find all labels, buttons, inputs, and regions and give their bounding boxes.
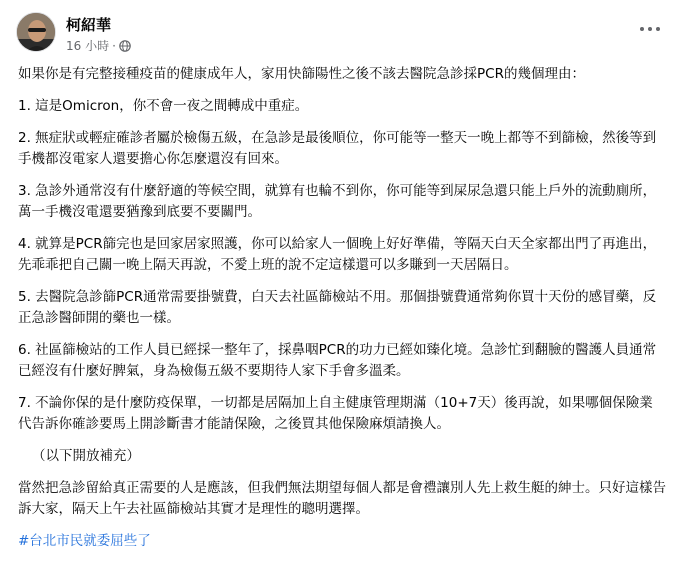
hashtag-line (18, 531, 666, 552)
hashtag-link[interactable]: #台北市民就委屈些了 (18, 533, 151, 549)
post-paragraph: 5. 去醫院急診篩PCR通常需要掛號費，白天去社區篩檢站不用。那個掛號費通常夠你買十天份的感冒藥，反正急診醫師開的藥也一樣。 (18, 289, 657, 326)
post-meta (66, 38, 131, 54)
post-paragraph: 3. 急診外通常沒有什麼舒適的等候空間，就算有也輪不到你，你可能等到屎尿急還只能上戶外的流動廁所，萬一手機沒電還要猶豫到底要不要關門。 (18, 183, 657, 220)
author-name[interactable]: 柯紹華 (66, 16, 112, 34)
globe-icon[interactable] (119, 40, 131, 52)
post-paragraph: 4. 就算是PCR篩完也是回家居家照護，你可以給家人一個晚上好好準備，等隔天白天全家都出門了再進出，先乖乖把自己關一晚上隔天再說，不愛上班的說不定這樣還可以多賺到一天居隔日。 (18, 236, 657, 273)
more-horizontal-icon (640, 27, 644, 31)
post-paragraph: 當然把急診留給真正需要的人是應該，但我們無法期望每個人都是會禮讓別人先上救生艇的紳士。只好這樣告訴大家，隔天上午去社區篩檢站其實才是理性的聰明選擇。 (18, 480, 666, 517)
post-body (18, 64, 666, 563)
post-paragraph: 2. 無症狀或輕症確診者屬於檢傷五級，在急診是最後順位，你可能等一整天一晚上都等不到篩檢，然後等到手機都沒電家人還要擔心你怎麼還沒有回來。 (18, 130, 657, 167)
post-paragraph: （以下開放補充） (32, 448, 140, 464)
post-paragraph: 1. 這是Omicron，你不會一夜之間轉成中重症。 (18, 98, 309, 114)
post-paragraph: 如果你是有完整接種疫苗的健康成年人，家用快篩陽性之後不該去醫院急診採PCR的幾個理由： (18, 66, 585, 82)
post-time[interactable]: 16 小時 (66, 39, 110, 53)
profile-photo-icon (17, 13, 56, 52)
avatar[interactable] (16, 12, 56, 52)
post-paragraph: 7. 不論你保的是什麼防疫保單，一切都是居隔加上自主健康管理期滿（10+7天）後再說，如果哪個保險業代告訴你確診要馬上開診斷書才能請保險，之後買其他保險麻煩請換人。 (18, 395, 653, 432)
post-paragraph: 6. 社區篩檢站的工作人員已經採一整年了，採鼻咽PCR的功力已經如臻化境。急診忙到翻臉的醫護人員通常已經沒有什麼好脾氣，身為檢傷五級不要期待人家下手會多溫柔。 (18, 342, 657, 379)
more-horizontal-icon (656, 27, 660, 31)
more-horizontal-icon (648, 27, 652, 31)
meta-separator: · (112, 39, 116, 53)
more-options-button[interactable] (640, 22, 660, 36)
